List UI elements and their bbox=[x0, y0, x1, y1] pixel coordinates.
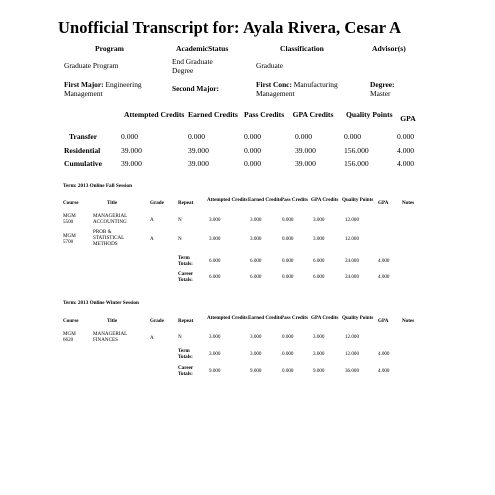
course-gpa-credits: 3.000 bbox=[313, 236, 325, 242]
first-conc-value: Manufacturing Management bbox=[256, 80, 338, 98]
summary-row-label: Transfer bbox=[69, 132, 98, 141]
summary-gpa-header: GPA bbox=[400, 114, 416, 123]
summary-row-label: Cumulative bbox=[64, 159, 102, 168]
first-major-label: First Major: bbox=[64, 80, 104, 89]
totals-cell: 4.000 bbox=[378, 258, 390, 264]
course-pass: 0.000 bbox=[282, 217, 294, 223]
summary-quality-header: Quality Points bbox=[346, 110, 393, 119]
summary-cell: 39.000 bbox=[188, 146, 209, 155]
term-heading: Term: 2013 Online Fall Session bbox=[63, 183, 132, 189]
totals-cell: 3.000 bbox=[250, 351, 262, 357]
totals-cell: 0.000 bbox=[282, 274, 294, 280]
course-title: MANAGERIAL FINANCES bbox=[93, 331, 128, 343]
course-attempted: 3.000 bbox=[209, 217, 221, 223]
term-totals-label: Term Totals: bbox=[178, 348, 193, 360]
totals-cell: 9.000 bbox=[209, 368, 221, 374]
totals-cell: 6.000 bbox=[209, 258, 221, 264]
totals-cell: 0.000 bbox=[282, 368, 294, 374]
summary-cell: 39.000 bbox=[295, 159, 316, 168]
second-major-label: Second Major: bbox=[172, 84, 220, 93]
summary-cell: 0.000 bbox=[397, 132, 415, 141]
course-attempted: 3.000 bbox=[209, 236, 221, 242]
course-repeat: N bbox=[178, 236, 182, 242]
course-code: MGM 6620 bbox=[63, 331, 76, 343]
summary-cell: 4.000 bbox=[397, 146, 415, 155]
course-title: PROB & STATISTICAL METHODS bbox=[93, 229, 125, 247]
earned-col-header: Earned Credits bbox=[248, 197, 282, 203]
course-repeat: N bbox=[178, 217, 182, 223]
summary-earned-header: Earned Credits bbox=[188, 110, 238, 119]
pass-col-header: Pass Credits bbox=[281, 315, 308, 321]
earned-col-header: Earned Credits bbox=[248, 315, 282, 321]
totals-cell: 24.000 bbox=[345, 274, 360, 280]
term-totals-label: Term Totals: bbox=[178, 255, 193, 267]
attempted-col-header: Attempted Credits bbox=[207, 315, 248, 321]
academic-status-header: AcademicStatus bbox=[176, 44, 229, 53]
summary-cell: 0.000 bbox=[244, 132, 262, 141]
course-code: MGM 5500 bbox=[63, 213, 76, 225]
totals-cell: 4.000 bbox=[378, 351, 390, 357]
course-code: MGM 5700 bbox=[63, 233, 76, 245]
totals-cell: 6.000 bbox=[313, 258, 325, 264]
gpa-credits-col-header: GPA Credits bbox=[311, 315, 339, 321]
totals-cell: 4.000 bbox=[378, 368, 390, 374]
course-pass: 0.000 bbox=[282, 334, 294, 340]
course-quality: 12.000 bbox=[345, 236, 360, 242]
term-heading: Term: 2013 Online Winter Session bbox=[63, 300, 139, 306]
grade-col-header: Grade bbox=[150, 318, 164, 324]
totals-cell: 36.000 bbox=[345, 368, 360, 374]
summary-cell: 0.000 bbox=[121, 132, 139, 141]
summary-cell: 0.000 bbox=[244, 159, 262, 168]
gpa-credits-col-header: GPA Credits bbox=[311, 197, 339, 203]
first-conc bbox=[256, 80, 364, 98]
totals-cell: 6.000 bbox=[250, 258, 262, 264]
advisor-header: Advisor(s) bbox=[372, 44, 406, 53]
totals-cell: 24.000 bbox=[345, 258, 360, 264]
summary-row-label: Residential bbox=[64, 146, 101, 155]
page-title: Unofficial Transcript for: Ayala Rivera, Cesar A bbox=[58, 18, 402, 37]
notes-col-header: Notes bbox=[402, 318, 415, 324]
degree-value: Master bbox=[370, 89, 391, 98]
attempted-col-header: Attempted Credits bbox=[207, 197, 248, 203]
course-earned: 3.000 bbox=[250, 236, 262, 242]
totals-cell: 9.000 bbox=[313, 368, 325, 374]
repeat-col-header: Repeat bbox=[178, 200, 194, 206]
career-totals-label: Career Totals: bbox=[178, 271, 194, 283]
summary-cell: 39.000 bbox=[121, 146, 142, 155]
summary-cell: 0.000 bbox=[344, 132, 362, 141]
course-col-header: Course bbox=[63, 200, 79, 206]
academic-status-value: End Graduate Degree bbox=[172, 57, 213, 75]
title-col-header: Title bbox=[107, 200, 118, 206]
summary-attempted-header: Attempted Credits bbox=[124, 110, 185, 119]
notes-col-header: Notes bbox=[402, 200, 415, 206]
totals-cell: 6.000 bbox=[313, 274, 325, 280]
degree bbox=[370, 80, 410, 98]
totals-cell: 9.000 bbox=[250, 368, 262, 374]
course-gpa-credits: 3.000 bbox=[313, 217, 325, 223]
quality-col-header: Quality Points bbox=[342, 197, 374, 203]
course-gpa-credits: 3.000 bbox=[313, 334, 325, 340]
gpa-col-header: GPA bbox=[378, 200, 389, 206]
summary-cell: 39.000 bbox=[121, 159, 142, 168]
summary-cell: 4.000 bbox=[397, 159, 415, 168]
course-col-header: Course bbox=[63, 318, 79, 324]
course-earned: 3.000 bbox=[250, 217, 262, 223]
course-pass: 0.000 bbox=[282, 236, 294, 242]
course-grade: A bbox=[150, 335, 154, 341]
totals-cell: 3.000 bbox=[209, 351, 221, 357]
course-repeat: N bbox=[178, 334, 182, 340]
course-grade: A bbox=[150, 217, 154, 223]
pass-col-header: Pass Credits bbox=[281, 197, 308, 203]
course-grade: A bbox=[150, 236, 154, 242]
title-col-header: Title bbox=[107, 318, 118, 324]
grade-col-header: Grade bbox=[150, 200, 164, 206]
first-conc-label: First Conc: bbox=[256, 80, 292, 89]
totals-cell: 12.000 bbox=[345, 351, 360, 357]
summary-cell: 0.000 bbox=[244, 146, 262, 155]
gpa-col-header: GPA bbox=[378, 318, 389, 324]
classification-header: Classification bbox=[280, 44, 324, 53]
totals-cell: 6.000 bbox=[209, 274, 221, 280]
summary-cell: 0.000 bbox=[295, 132, 313, 141]
repeat-col-header: Repeat bbox=[178, 318, 194, 324]
totals-cell: 3.000 bbox=[313, 351, 325, 357]
classification-value: Graduate bbox=[256, 61, 284, 70]
career-totals-label: Career Totals: bbox=[178, 365, 194, 377]
quality-col-header: Quality Points bbox=[342, 315, 374, 321]
totals-cell: 0.000 bbox=[282, 351, 294, 357]
program-value: Graduate Program bbox=[64, 61, 119, 70]
summary-cell: 39.000 bbox=[295, 146, 316, 155]
summary-cell: 156.000 bbox=[344, 146, 369, 155]
summary-gpa-credits-header: GPA Credits bbox=[292, 110, 334, 119]
course-earned: 3.000 bbox=[250, 334, 262, 340]
course-title: MANAGERIAL ACCOUNTING bbox=[93, 213, 128, 225]
summary-cell: 0.000 bbox=[188, 132, 206, 141]
course-quality: 12.000 bbox=[345, 334, 360, 340]
course-quality: 12.000 bbox=[345, 217, 360, 223]
course-attempted: 3.000 bbox=[209, 334, 221, 340]
degree-label: Degree: bbox=[370, 80, 395, 89]
totals-cell: 0.000 bbox=[282, 258, 294, 264]
summary-cell: 156.000 bbox=[344, 159, 369, 168]
summary-pass-header: Pass Credits bbox=[244, 110, 285, 119]
program-header: Program bbox=[95, 44, 124, 53]
summary-cell: 39.000 bbox=[188, 159, 209, 168]
first-major bbox=[64, 80, 174, 98]
totals-cell: 6.000 bbox=[250, 274, 262, 280]
first-major-value: Engineering Management bbox=[64, 80, 142, 98]
totals-cell: 4.000 bbox=[378, 274, 390, 280]
